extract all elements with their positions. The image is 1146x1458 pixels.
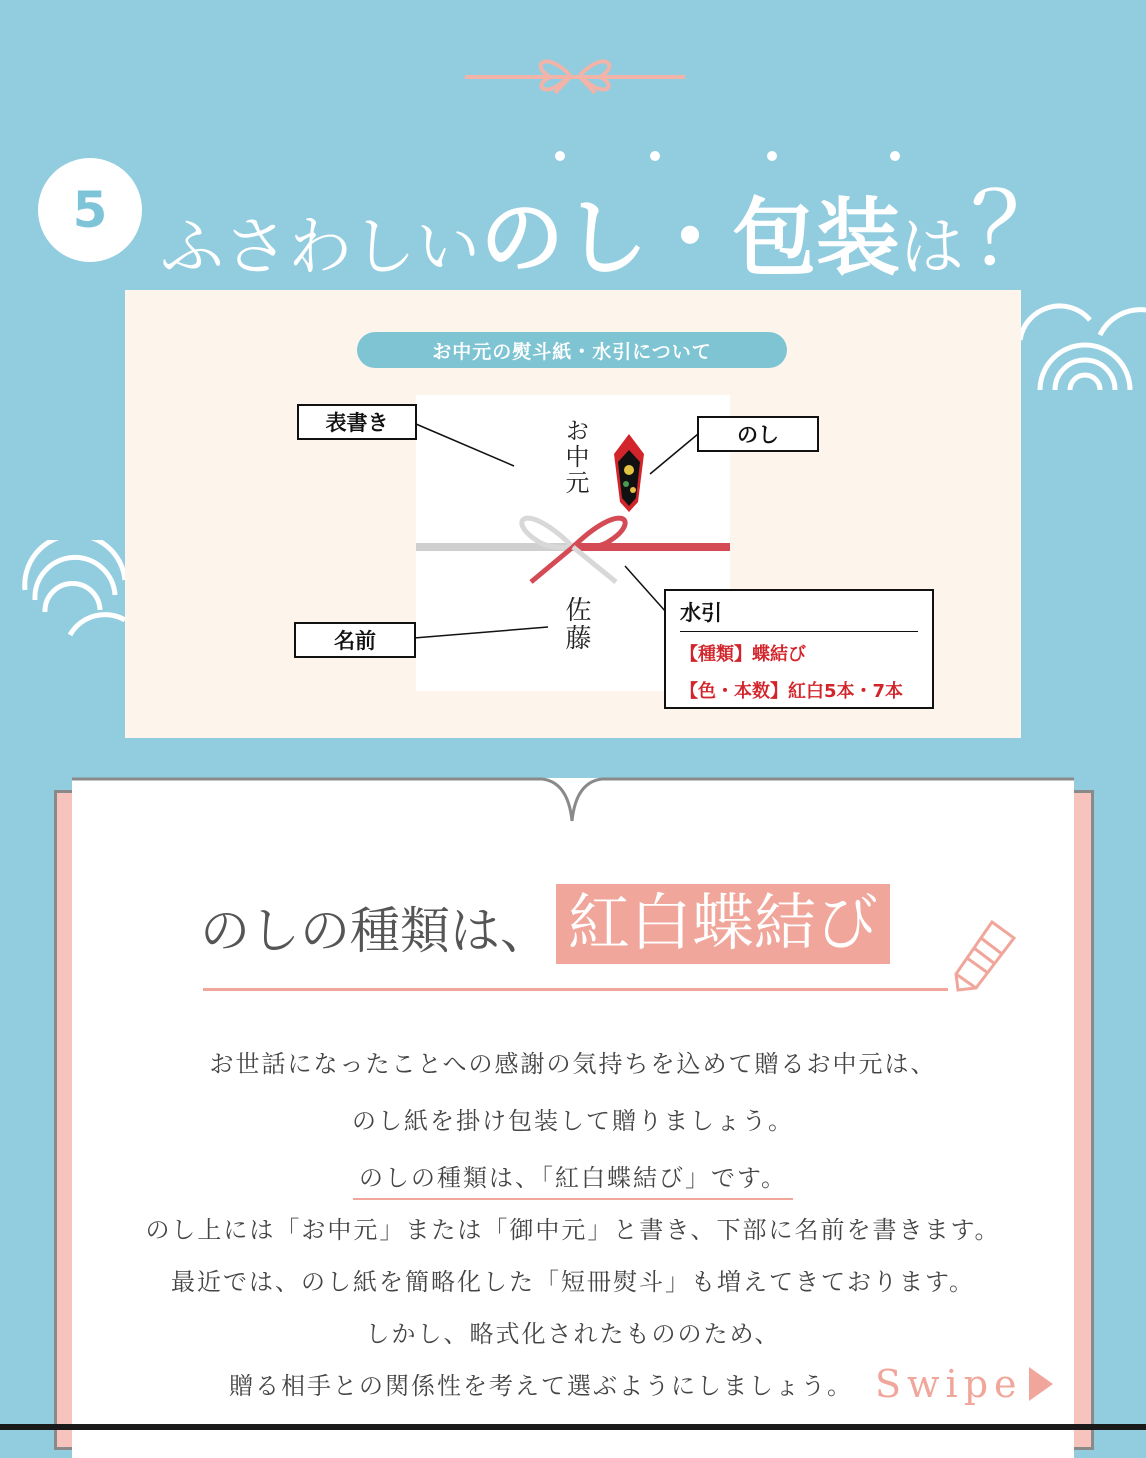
title-part-2: のし・包装 <box>480 188 901 287</box>
body-line-1: お世話になったことへの感謝の気持ちを込めて贈るお中元は、 <box>209 1050 937 1078</box>
diagram-title-pill: お中元の熨斗紙・水引について <box>357 332 787 368</box>
heading-highlight: 紅白蝶結び <box>556 884 890 964</box>
swipe-label: Swipe <box>875 1362 1023 1406</box>
heading-lead: のしの種類は、 <box>200 902 550 960</box>
body-line-4: のし上には「お中元」または「御中元」と書き、下部に名前を書きます。 <box>145 1216 1001 1244</box>
card-heading <box>200 880 890 964</box>
pencil-icon <box>952 918 1018 994</box>
mizuhiki-info-box <box>664 589 934 709</box>
body-line-7: 贈る相手との関係性を考えて選ぶようにしましょう。 <box>229 1372 853 1400</box>
heading-underline <box>203 988 948 991</box>
body-line-3: のしの種類は、「紅白蝶結び」です。 <box>353 1164 793 1200</box>
mizuhiki-title: 水引 <box>680 597 918 632</box>
step-number: 5 <box>72 181 108 239</box>
label-name: 名前 <box>294 622 416 658</box>
body-line-2: のし紙を掛け包装して贈りましょう。 <box>352 1107 794 1135</box>
name-text: 佐藤 <box>561 596 591 652</box>
body-line-5: 最近では、のし紙を簡略化した「短冊熨斗」も増えてきております。 <box>170 1268 976 1296</box>
play-arrow-icon <box>1029 1367 1053 1401</box>
omotegaki-text: お中元 <box>561 418 589 496</box>
body-line-3-wrap <box>72 1158 1074 1193</box>
swipe-indicator[interactable] <box>875 1362 1053 1406</box>
title-part-4: ？ <box>970 171 1071 288</box>
card-top-notch <box>72 776 1074 830</box>
body-line-6: しかし、略式化されたもののため、 <box>365 1320 781 1348</box>
bottom-edge-bar <box>0 1424 1146 1430</box>
label-noshi: のし <box>697 416 819 452</box>
mizuhiki-color-count: 【色・本数】紅白5本・7本 <box>680 681 904 702</box>
title-part-1: ふさわしい <box>160 211 480 285</box>
label-omotegaki: 表書き <box>297 404 417 440</box>
mizuhiki-type: 【種類】蝶結び <box>680 644 806 665</box>
title-part-3: は <box>900 211 965 285</box>
